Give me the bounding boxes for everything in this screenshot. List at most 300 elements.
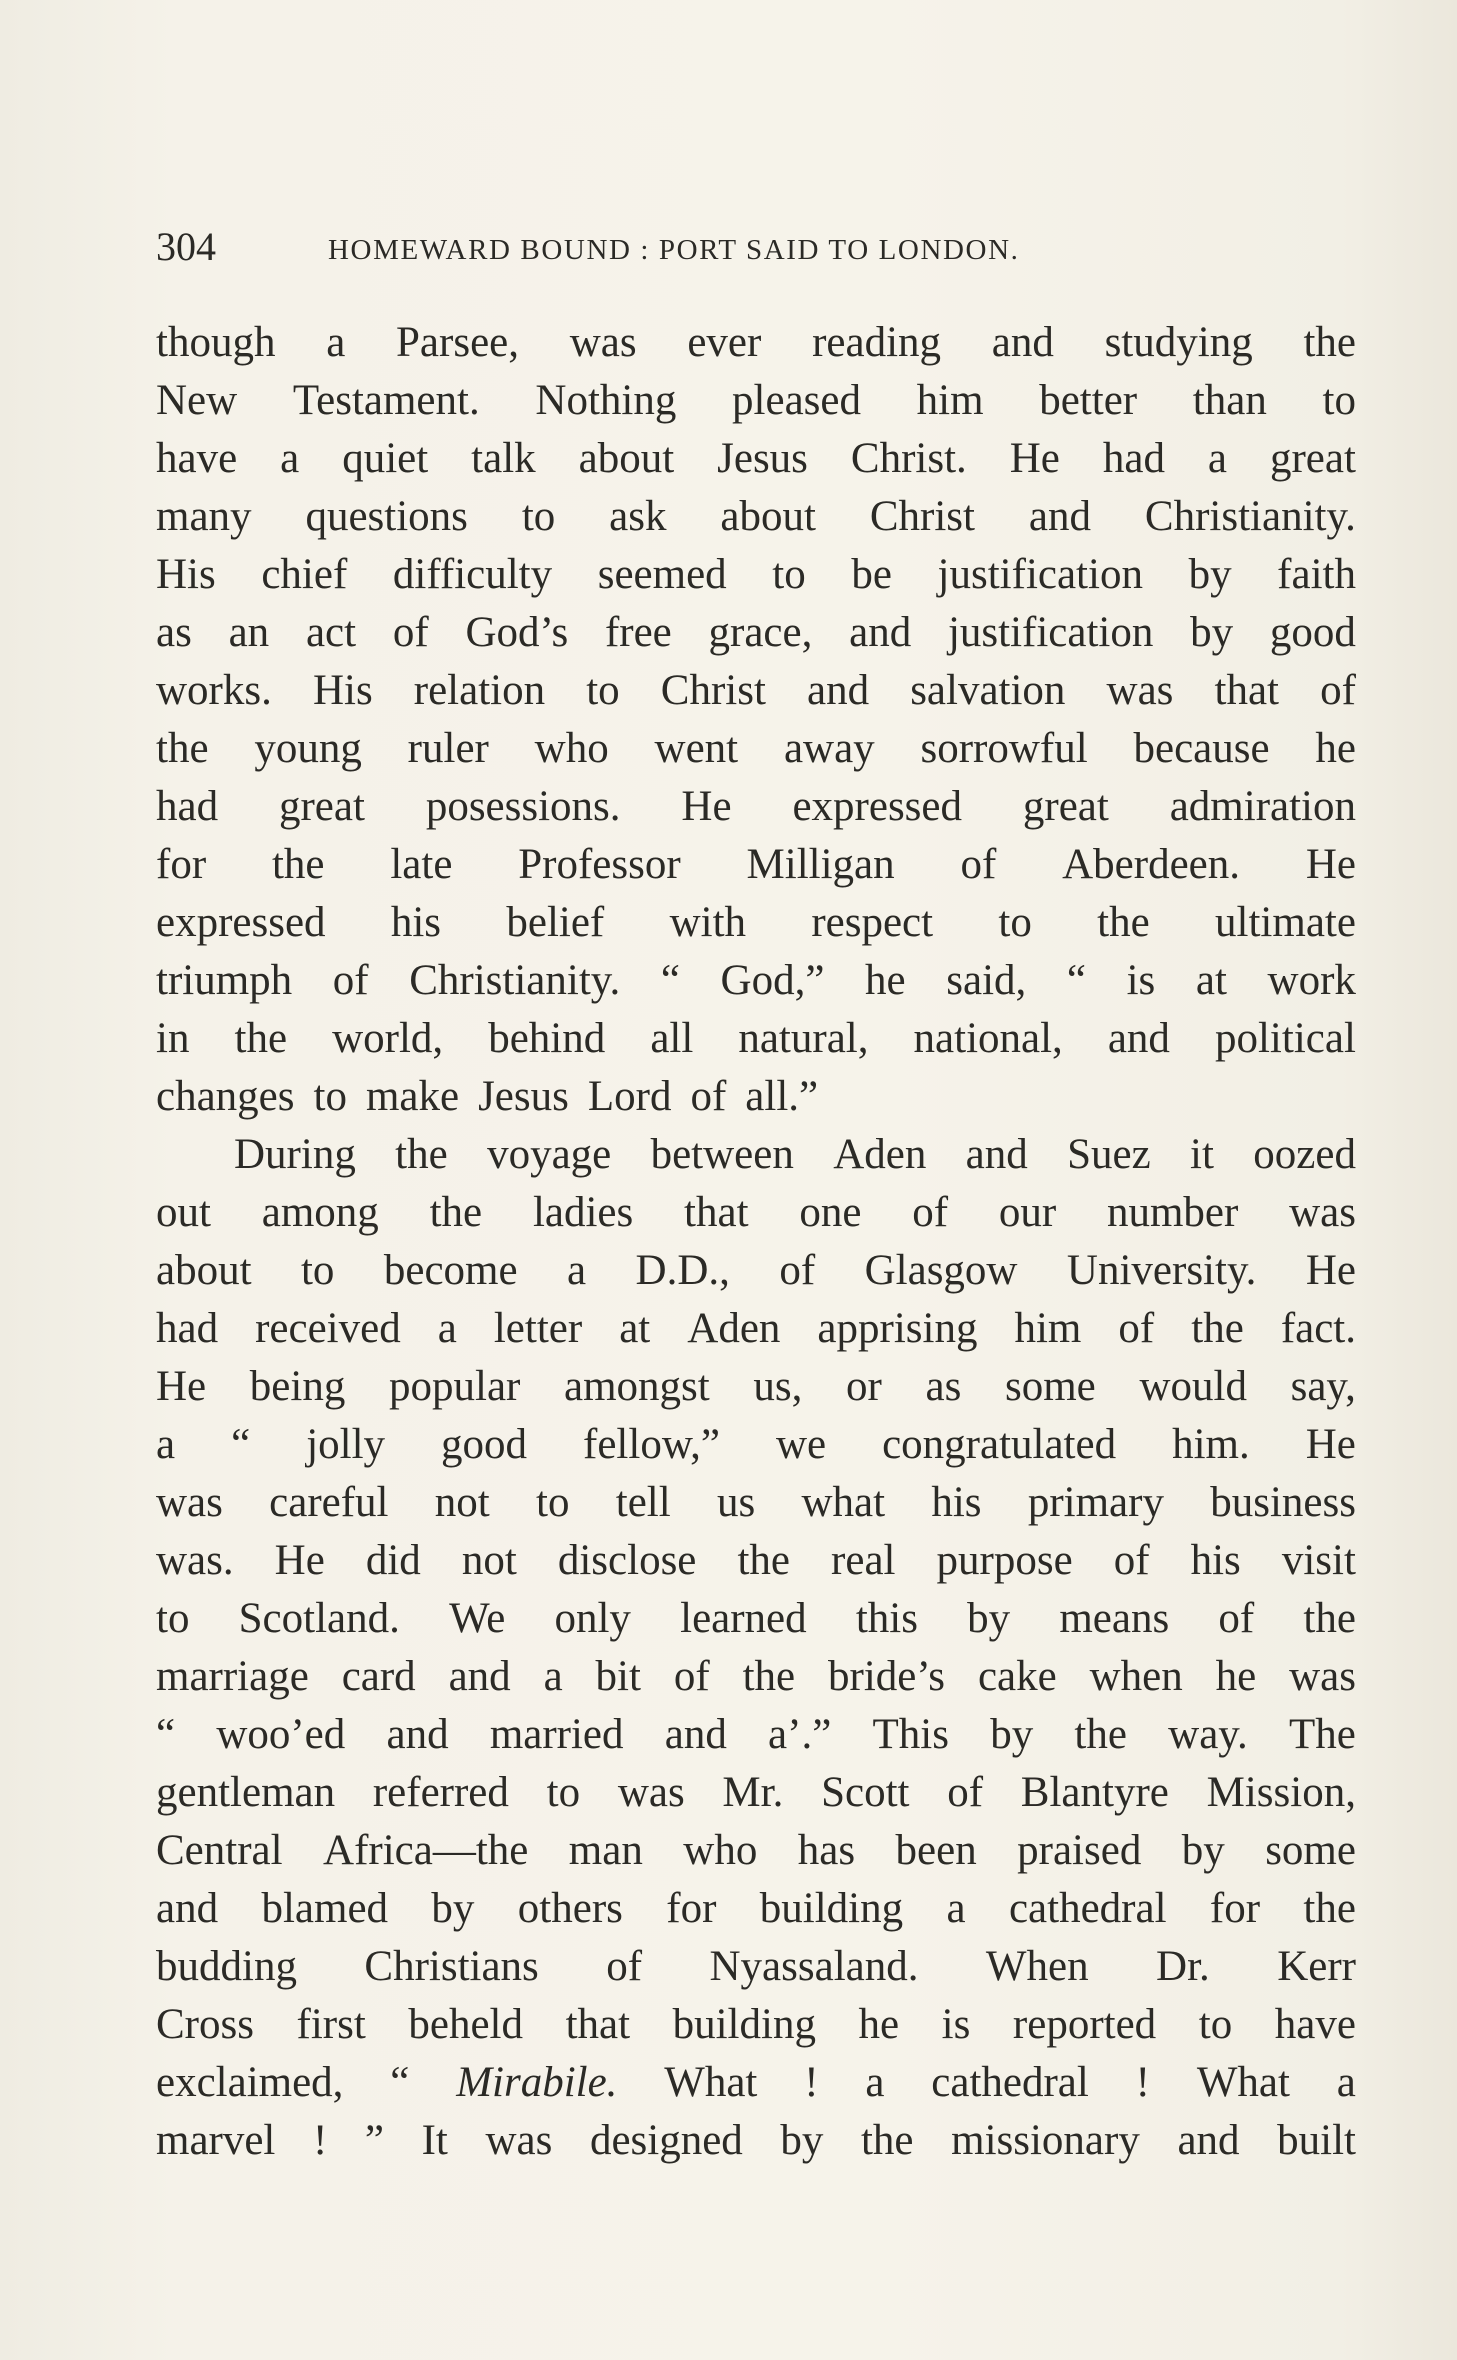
- word: “: [231, 1421, 251, 1468]
- word: some: [1005, 1363, 1096, 1410]
- word: good: [441, 1421, 528, 1468]
- word: the: [1303, 319, 1356, 366]
- word: seemed: [597, 551, 727, 598]
- word: business: [1210, 1479, 1356, 1526]
- word: a: [280, 435, 300, 482]
- word: Professor: [518, 841, 681, 888]
- word: by: [967, 1595, 1011, 1642]
- word: difficulty: [392, 551, 553, 598]
- word: have: [156, 435, 238, 482]
- word: others: [517, 1885, 623, 1932]
- word: and: [1107, 1015, 1170, 1062]
- word: a: [865, 2059, 885, 2106]
- word: say,: [1290, 1363, 1356, 1410]
- text-line: [156, 720, 1356, 778]
- word: !: [312, 2117, 328, 2164]
- word: the: [1097, 899, 1150, 946]
- word: ask: [609, 493, 667, 540]
- word: act: [305, 609, 357, 656]
- word: This: [872, 1711, 949, 1758]
- word: not: [461, 1537, 517, 1584]
- word: with: [669, 899, 747, 946]
- word: being: [249, 1363, 346, 1410]
- word: free: [604, 609, 672, 656]
- word: great: [1022, 783, 1109, 830]
- word: to: [1322, 377, 1356, 424]
- text-line: [156, 1996, 1356, 2054]
- word: budding: [156, 1943, 297, 1990]
- word: about: [578, 435, 675, 482]
- word: was.: [156, 1537, 234, 1584]
- word: What: [1196, 2059, 1290, 2106]
- word: that: [684, 1189, 749, 1236]
- word: and: [807, 667, 870, 714]
- word: had: [156, 1305, 219, 1352]
- word: the: [860, 2117, 914, 2164]
- word: “: [390, 2059, 410, 2106]
- word: Nyassaland.: [709, 1943, 919, 1990]
- word: built: [1277, 2117, 1356, 2164]
- text-line: [156, 604, 1356, 662]
- word: He: [1009, 435, 1060, 482]
- word: cathedral: [1008, 1885, 1167, 1932]
- word: to: [313, 1073, 347, 1120]
- word: “: [1066, 957, 1086, 1004]
- text-line: [156, 1300, 1356, 1358]
- word: it: [1190, 1131, 1214, 1178]
- word: “: [156, 1711, 176, 1758]
- word: because: [1133, 725, 1270, 772]
- word: careful: [269, 1479, 389, 1526]
- word: He: [1305, 841, 1356, 888]
- text-line: [156, 1010, 1356, 1068]
- word: Christ: [660, 667, 766, 714]
- text-line: [156, 1648, 1356, 1706]
- text-line: [156, 1532, 1356, 1590]
- word: the: [271, 841, 325, 888]
- text-line: [156, 778, 1356, 836]
- word: of: [1218, 1595, 1255, 1642]
- word: of: [1320, 667, 1356, 714]
- text-line: [156, 836, 1356, 894]
- body-text: [156, 314, 1356, 2170]
- word: woo’ed: [216, 1711, 346, 1758]
- text-line: [156, 1706, 1356, 1764]
- word: He: [1305, 1421, 1356, 1468]
- text-line: [156, 1764, 1356, 1822]
- running-head: [156, 222, 1356, 272]
- word: had: [1102, 435, 1165, 482]
- word: was: [1106, 667, 1174, 714]
- word: this: [855, 1595, 918, 1642]
- word: the: [742, 1653, 796, 1700]
- word: received: [255, 1305, 401, 1352]
- word: to: [536, 1479, 570, 1526]
- word: D.D.,: [635, 1247, 730, 1294]
- word: bride’s: [828, 1653, 946, 1700]
- text-line: [156, 372, 1356, 430]
- word: building: [759, 1885, 904, 1932]
- text-line: [156, 1358, 1356, 1416]
- word: posessions.: [425, 783, 621, 830]
- word: of: [606, 1943, 643, 1990]
- word: about: [720, 493, 816, 540]
- word: all: [650, 1015, 694, 1062]
- word: card: [341, 1653, 416, 1700]
- word: of: [947, 1769, 984, 1816]
- text-line: [156, 1416, 1356, 1474]
- word: us,: [753, 1363, 803, 1410]
- word: at: [1195, 957, 1227, 1004]
- word: reading: [812, 319, 942, 366]
- word: building: [672, 2001, 816, 2048]
- word: We: [449, 1595, 506, 1642]
- word: he: [858, 2001, 900, 2048]
- text-line: [156, 1474, 1356, 1532]
- word: his: [931, 1479, 982, 1526]
- word: was: [485, 2117, 553, 2164]
- text-line: [156, 2112, 1356, 2170]
- word: relation: [413, 667, 546, 714]
- word: the: [737, 1537, 790, 1584]
- word: the: [156, 725, 209, 772]
- word: was: [617, 1769, 685, 1816]
- word: respect: [811, 899, 934, 946]
- word: visit: [1281, 1537, 1356, 1584]
- text-line: [156, 1822, 1356, 1880]
- word: Mr.: [722, 1769, 784, 1816]
- word: fact.: [1280, 1305, 1356, 1352]
- word: oozed: [1253, 1131, 1356, 1178]
- word: Aden: [687, 1305, 781, 1352]
- text-line: [156, 1126, 1356, 1184]
- word: cathedral: [931, 2059, 1089, 2106]
- word: Central: [156, 1827, 283, 1874]
- word: It: [421, 2117, 448, 2164]
- word: Africa—the: [323, 1827, 529, 1874]
- word: missionary: [951, 2117, 1140, 2164]
- word: by: [1188, 551, 1232, 598]
- word: justification: [937, 551, 1143, 598]
- word: as: [156, 609, 192, 656]
- word: about: [156, 1247, 252, 1294]
- word: !: [804, 2059, 819, 2106]
- word: Aberdeen.: [1062, 841, 1240, 888]
- word: exclaimed,: [156, 2059, 344, 2106]
- word: of: [332, 957, 369, 1004]
- word: make: [365, 1073, 460, 1120]
- word: expressed: [792, 783, 962, 830]
- word: a’.”: [768, 1711, 832, 1758]
- word: and: [849, 609, 912, 656]
- word: Mirabile.: [456, 2059, 618, 2106]
- word: a: [1207, 435, 1228, 482]
- word: Glasgow: [864, 1247, 1018, 1294]
- word: better: [1039, 377, 1138, 424]
- word: and: [386, 1711, 449, 1758]
- text-line: [156, 1938, 1356, 1996]
- word: his: [1190, 1537, 1241, 1584]
- word: the: [395, 1131, 448, 1178]
- word: ruler: [407, 725, 489, 772]
- word: the: [1074, 1711, 1127, 1758]
- word: not: [434, 1479, 490, 1526]
- word: Jesus: [478, 1073, 569, 1120]
- word: belief: [506, 899, 605, 946]
- word: ultimate: [1215, 899, 1356, 946]
- word: late: [390, 841, 453, 888]
- word: world,: [332, 1015, 444, 1062]
- word: to: [521, 493, 556, 540]
- word: and: [1028, 493, 1091, 540]
- word: by: [780, 2117, 824, 2164]
- word: have: [1274, 2001, 1356, 2048]
- word: Christians: [364, 1943, 539, 1990]
- word: means: [1059, 1595, 1170, 1642]
- word: Kerr: [1277, 1943, 1356, 1990]
- text-line: [156, 488, 1356, 546]
- word: and: [965, 1131, 1028, 1178]
- word: and: [991, 319, 1054, 366]
- word: the: [234, 1015, 288, 1062]
- word: of: [392, 609, 429, 656]
- text-line: [156, 546, 1356, 604]
- word: Parsee,: [396, 319, 519, 366]
- word: works.: [156, 667, 272, 714]
- word: What: [664, 2059, 758, 2106]
- word: Scotland.: [238, 1595, 400, 1642]
- word: of: [1113, 1537, 1150, 1584]
- word: be: [851, 551, 892, 598]
- word: to: [998, 899, 1032, 946]
- word: salvation: [910, 667, 1066, 714]
- text-line: [156, 1068, 1356, 1126]
- word: was: [1289, 1653, 1356, 1700]
- word: He: [1305, 1247, 1356, 1294]
- word: had: [156, 783, 219, 830]
- word: when: [1089, 1653, 1183, 1700]
- word: for: [1209, 1885, 1261, 1932]
- text-line: [156, 430, 1356, 488]
- word: His: [156, 551, 216, 598]
- word: ”: [364, 2117, 384, 2164]
- word: Suez: [1067, 1131, 1151, 1178]
- word: justification: [947, 609, 1154, 656]
- word: him.: [1172, 1421, 1250, 1468]
- word: or: [846, 1363, 882, 1410]
- word: did: [365, 1537, 421, 1584]
- word: His: [312, 667, 373, 714]
- word: for: [666, 1885, 717, 1932]
- word: was: [569, 319, 637, 366]
- word: jolly: [306, 1421, 386, 1468]
- word: Blantyre: [1020, 1769, 1169, 1816]
- word: Lord: [587, 1073, 672, 1120]
- word: first: [296, 2001, 366, 2048]
- word: Dr.: [1156, 1943, 1210, 1990]
- word: learned: [680, 1595, 807, 1642]
- word: by: [990, 1711, 1034, 1758]
- word: a: [1336, 2059, 1356, 2106]
- word: us: [716, 1479, 756, 1526]
- word: He: [681, 783, 732, 830]
- word: number: [1106, 1189, 1239, 1236]
- text-line: [156, 1242, 1356, 1300]
- word: marriage: [156, 1653, 309, 1700]
- word: way.: [1168, 1711, 1248, 1758]
- word: triumph: [156, 957, 293, 1004]
- word: the: [1303, 1595, 1356, 1642]
- word: During: [234, 1131, 356, 1178]
- word: expressed: [156, 899, 326, 946]
- word: of: [673, 1653, 710, 1700]
- word: great: [278, 783, 365, 830]
- word: a: [326, 319, 346, 366]
- word: young: [254, 725, 362, 772]
- word: out: [156, 1189, 211, 1236]
- word: has: [797, 1827, 856, 1874]
- word: political: [1214, 1015, 1356, 1062]
- word: a: [156, 1421, 176, 1468]
- word: many: [156, 493, 252, 540]
- word: of: [1118, 1305, 1155, 1352]
- word: a: [567, 1247, 587, 1294]
- word: Testament.: [292, 377, 480, 424]
- word: real: [831, 1537, 896, 1584]
- word: he: [1315, 725, 1356, 772]
- word: purpose: [936, 1537, 1073, 1584]
- text-line: [156, 2054, 1356, 2112]
- word: an: [228, 609, 270, 656]
- word: beheld: [408, 2001, 523, 2048]
- word: would: [1139, 1363, 1247, 1410]
- word: of: [912, 1189, 949, 1236]
- word: of: [690, 1073, 727, 1120]
- text-line: [156, 314, 1356, 372]
- word: of: [779, 1247, 816, 1294]
- word: though: [156, 319, 276, 366]
- word: studying: [1104, 319, 1253, 366]
- word: quiet: [342, 435, 429, 482]
- word: as: [925, 1363, 962, 1410]
- word: talk: [471, 435, 536, 482]
- word: Christ.: [850, 435, 967, 482]
- word: tell: [615, 1479, 671, 1526]
- word: for: [156, 841, 207, 888]
- word: great: [1269, 435, 1356, 482]
- word: “: [660, 957, 680, 1004]
- word: was: [156, 1479, 223, 1526]
- word: by: [1190, 609, 1234, 656]
- word: and: [664, 1711, 727, 1758]
- word: He: [156, 1363, 207, 1410]
- word: Mission,: [1206, 1769, 1356, 1816]
- word: God,”: [720, 957, 825, 1004]
- word: admiration: [1169, 783, 1356, 830]
- word: to: [772, 551, 806, 598]
- word: among: [261, 1189, 379, 1236]
- word: praised: [1017, 1827, 1142, 1874]
- word: work: [1267, 957, 1356, 1004]
- word: Nothing: [535, 377, 677, 424]
- word: natural,: [738, 1015, 869, 1062]
- word: letter: [493, 1305, 583, 1352]
- word: grace,: [708, 609, 813, 656]
- word: primary: [1027, 1479, 1164, 1526]
- word: sorrowful: [920, 725, 1088, 772]
- word: congratulated: [882, 1421, 1117, 1468]
- word: Christ: [869, 493, 975, 540]
- word: become: [383, 1247, 518, 1294]
- word: God’s: [465, 609, 569, 656]
- word: fellow,”: [583, 1421, 720, 1468]
- word: who: [683, 1827, 758, 1874]
- word: national,: [913, 1015, 1063, 1062]
- word: popular: [389, 1363, 521, 1410]
- word: Milligan: [746, 841, 895, 888]
- word: ladies: [532, 1189, 634, 1236]
- text-line: [156, 952, 1356, 1010]
- word: who: [534, 725, 609, 772]
- word: and: [448, 1653, 511, 1700]
- word: designed: [589, 2117, 743, 2164]
- word: pleased: [732, 377, 861, 424]
- word: apprising: [817, 1305, 978, 1352]
- word: at: [619, 1305, 651, 1352]
- word: of: [960, 841, 997, 888]
- word: The: [1289, 1711, 1356, 1758]
- word: disclose: [557, 1537, 697, 1584]
- word: some: [1265, 1827, 1356, 1874]
- word: amongst: [564, 1363, 710, 1410]
- word: than: [1192, 377, 1267, 424]
- word: a: [437, 1305, 457, 1352]
- word: he: [1215, 1653, 1257, 1700]
- word: !: [1135, 2059, 1150, 2106]
- word: ever: [687, 319, 762, 366]
- text-line: [156, 1184, 1356, 1242]
- word: the: [1191, 1305, 1244, 1352]
- word: chief: [261, 551, 348, 598]
- word: our: [998, 1189, 1057, 1236]
- word: blamed: [261, 1885, 389, 1932]
- word: between: [650, 1131, 794, 1178]
- word: Aden: [833, 1131, 927, 1178]
- word: what: [801, 1479, 886, 1526]
- word: Scott: [821, 1769, 910, 1816]
- word: that: [1214, 667, 1279, 714]
- word: one: [799, 1189, 862, 1236]
- word: we: [775, 1421, 827, 1468]
- word: is: [941, 2001, 971, 2048]
- text-line: [156, 662, 1356, 720]
- word: voyage: [487, 1131, 612, 1178]
- word: bit: [595, 1653, 641, 1700]
- word: referred: [372, 1769, 509, 1816]
- word: he: [865, 957, 906, 1004]
- text-line: [156, 1880, 1356, 1938]
- word: reported: [1012, 2001, 1157, 2048]
- word: behind: [488, 1015, 606, 1062]
- text-line: [156, 894, 1356, 952]
- word: that: [565, 2001, 631, 2048]
- word: Jesus: [717, 435, 808, 482]
- word: questions: [305, 493, 468, 540]
- word: man: [568, 1827, 643, 1874]
- word: a: [946, 1885, 966, 1932]
- word: cake: [977, 1653, 1057, 1700]
- text-line: [156, 1590, 1356, 1648]
